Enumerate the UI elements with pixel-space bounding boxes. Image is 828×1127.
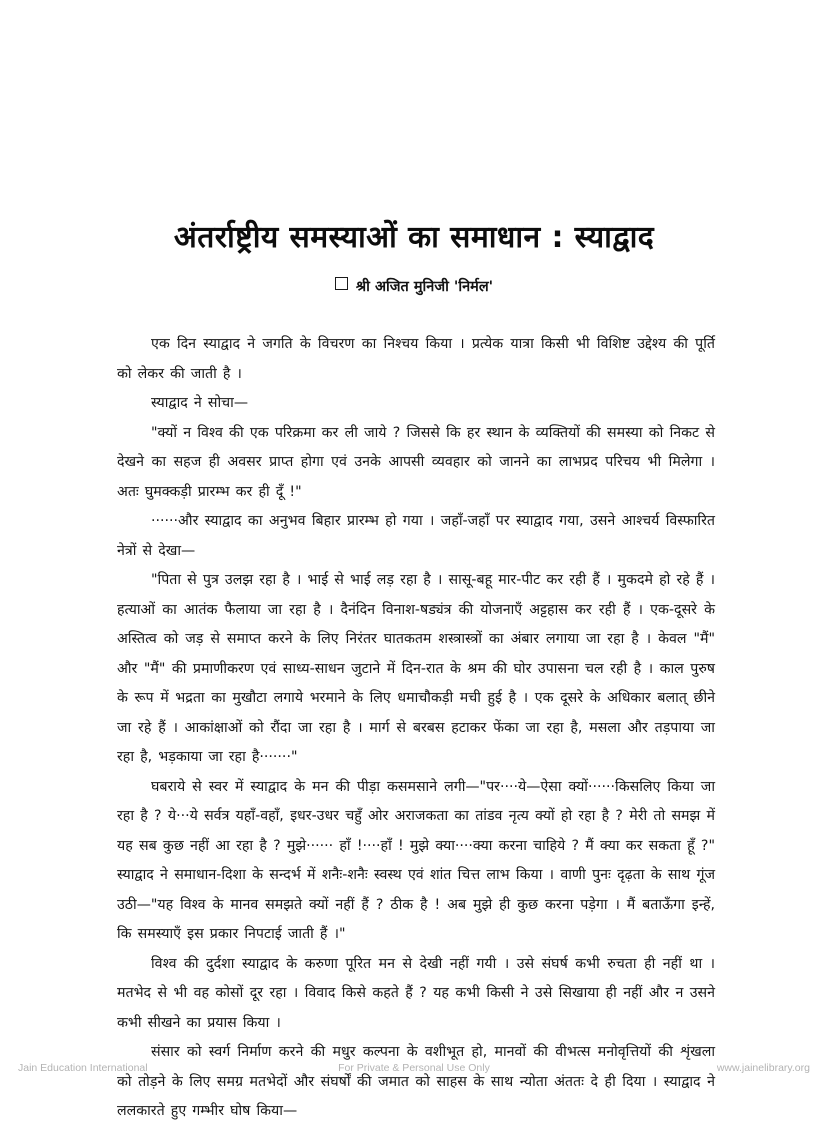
paragraph: ······और स्याद्वाद का अनुभव बिहार प्रारम्भ हो गया । जहाँ-जहाँ पर स्याद्वाद गया, उसने आश्चर्य विस्फारित नेत्रों से देखा—: [117, 513, 715, 559]
paragraph: संसार को स्वर्ग निर्माण करने की मधुर कल्पना के वशीभूत हो, मानवों की वीभत्स मनोवृत्तियों की शृंखला को तोड़ने के लिए समग्र मतभेदों और संघर्षों की जमात को साहस के साथ न्योता अंततः दे ही दिया । स्याद्वाद ने ललकारते हुए गम्भीर घोष किया—: [117, 1044, 715, 1119]
footer-usage-notice: For Private & Personal Use Only: [338, 1062, 490, 1074]
footer-organization: Jain Education International: [18, 1062, 148, 1074]
paragraph: एक दिन स्याद्वाद ने जगति के विचरण का निश्चय किया । प्रत्येक यात्रा किसी भी विशिष्ट उद्देश्य की पूर्ति को लेकर की जाती है ।: [117, 336, 715, 382]
paragraph: घबराये से स्वर में स्याद्वाद के मन की पीड़ा कसमसाने लगी—"पर····ये—ऐसा क्यों······किसलिए किया जा रहा है ? ये···ये सर्वत्र यहाँ-वहाँ, इधर-उधर चहुँ ओर अराजकता का तांडव नृत्य क्यों हो रहा है ? मेरी तो समझ में यह सब कुछ नहीं आ रहा है ? मुझे······ हाँ !····हाँ ! मुझे क्या····क्या करना चाहिये ? मैं क्या कर सकता हूँ ?" स्याद्वाद ने समाधान-दिशा के सन्दर्भ में शनैः-शनैः स्वस्थ एवं शांत चित्त लाभ किया । वाणी पुनः दृढ़ता के साथ गूंज उठी—"यह विश्व के मानव समझते क्यों नहीं हैं ? ठीक है ! अब मुझे ही कुछ करना पड़ेगा । मैं बताऊँगा इन्हें, कि समस्याएँ इस प्रकार निपटाई जाती हैं ।": [117, 778, 715, 942]
paragraph: स्याद्वाद ने सोचा—: [151, 395, 249, 411]
paragraph: "पिता से पुत्र उलझ रहा है । भाई से भाई लड़ रहा है । सासू-बहू मार-पीट कर रही हैं । मुकदमे हो रहे हैं । हत्याओं का आतंक फैलाया जा रहा है । दैनंदिन विनाश-षड्यंत्र की योजनाएँ अट्टहास कर रही हैं । एक-दूसरे के अस्तित्व को जड़ से समाप्त करने के लिए निरंतर घातकतम शस्त्रास्त्रों का अंबार लगाया जा रहा है । केवल "मैं" और "मैं" की प्रमाणीकरण एवं साध्य-साधन जुटाने में दिन-रात के श्रम की घोर उपासना चल रही है । काल पुरुष के रूप में भद्रता का मुखौटा लगाये भरमाने के लिए धमाचौकड़ी मची हुई है । एक दूसरे के अधिकार बलात् छीने जा रहे हैं । आकांक्षाओं को रौंदा जा रहा है । मार्ग से बरबस हटाकर फेंका जा रहा है, मसला और तड़पाया जा रहा है, भड़काया जा रहा है·······": [117, 572, 716, 765]
page-footer: [0, 1062, 828, 1082]
paragraph: "क्यों न विश्व की एक परिक्रमा कर ली जाये ? जिससे कि हर स्थान के व्यक्तियों की समस्या को निकट से देखने का सहज ही अवसर प्राप्त होगा एवं उनके आपसी व्यवहार को जानने का लाभप्रद परिचय भी मिलेगा । अतः घुमक्कड़ी प्रारम्भ कर ही दूँ !": [117, 424, 715, 500]
byline: [0, 276, 828, 296]
page-title: अंतर्राष्ट्रीय समस्याओं का समाधान : स्याद्वाद: [173, 220, 655, 256]
paragraph: विश्व की दुर्दशा स्याद्वाद के करुणा पूरित मन से देखी नहीं गयी । उसे संघर्ष कभी रुचता ही नहीं था । मतभेद से भी वह कोसों दूर रहा । विवाद किसे कहते हैं ? यह कभी किसी ने उसे सिखाया ही नहीं और न उसने कभी सीखने का प्रयास किया ।: [117, 955, 715, 1031]
square-bullet-icon: [335, 277, 348, 290]
footer-website: www.jainelibrary.org: [716, 1062, 810, 1074]
article-body: [117, 330, 715, 1127]
author-name: श्री अजित मुनिजी 'निर्मल': [355, 279, 494, 295]
